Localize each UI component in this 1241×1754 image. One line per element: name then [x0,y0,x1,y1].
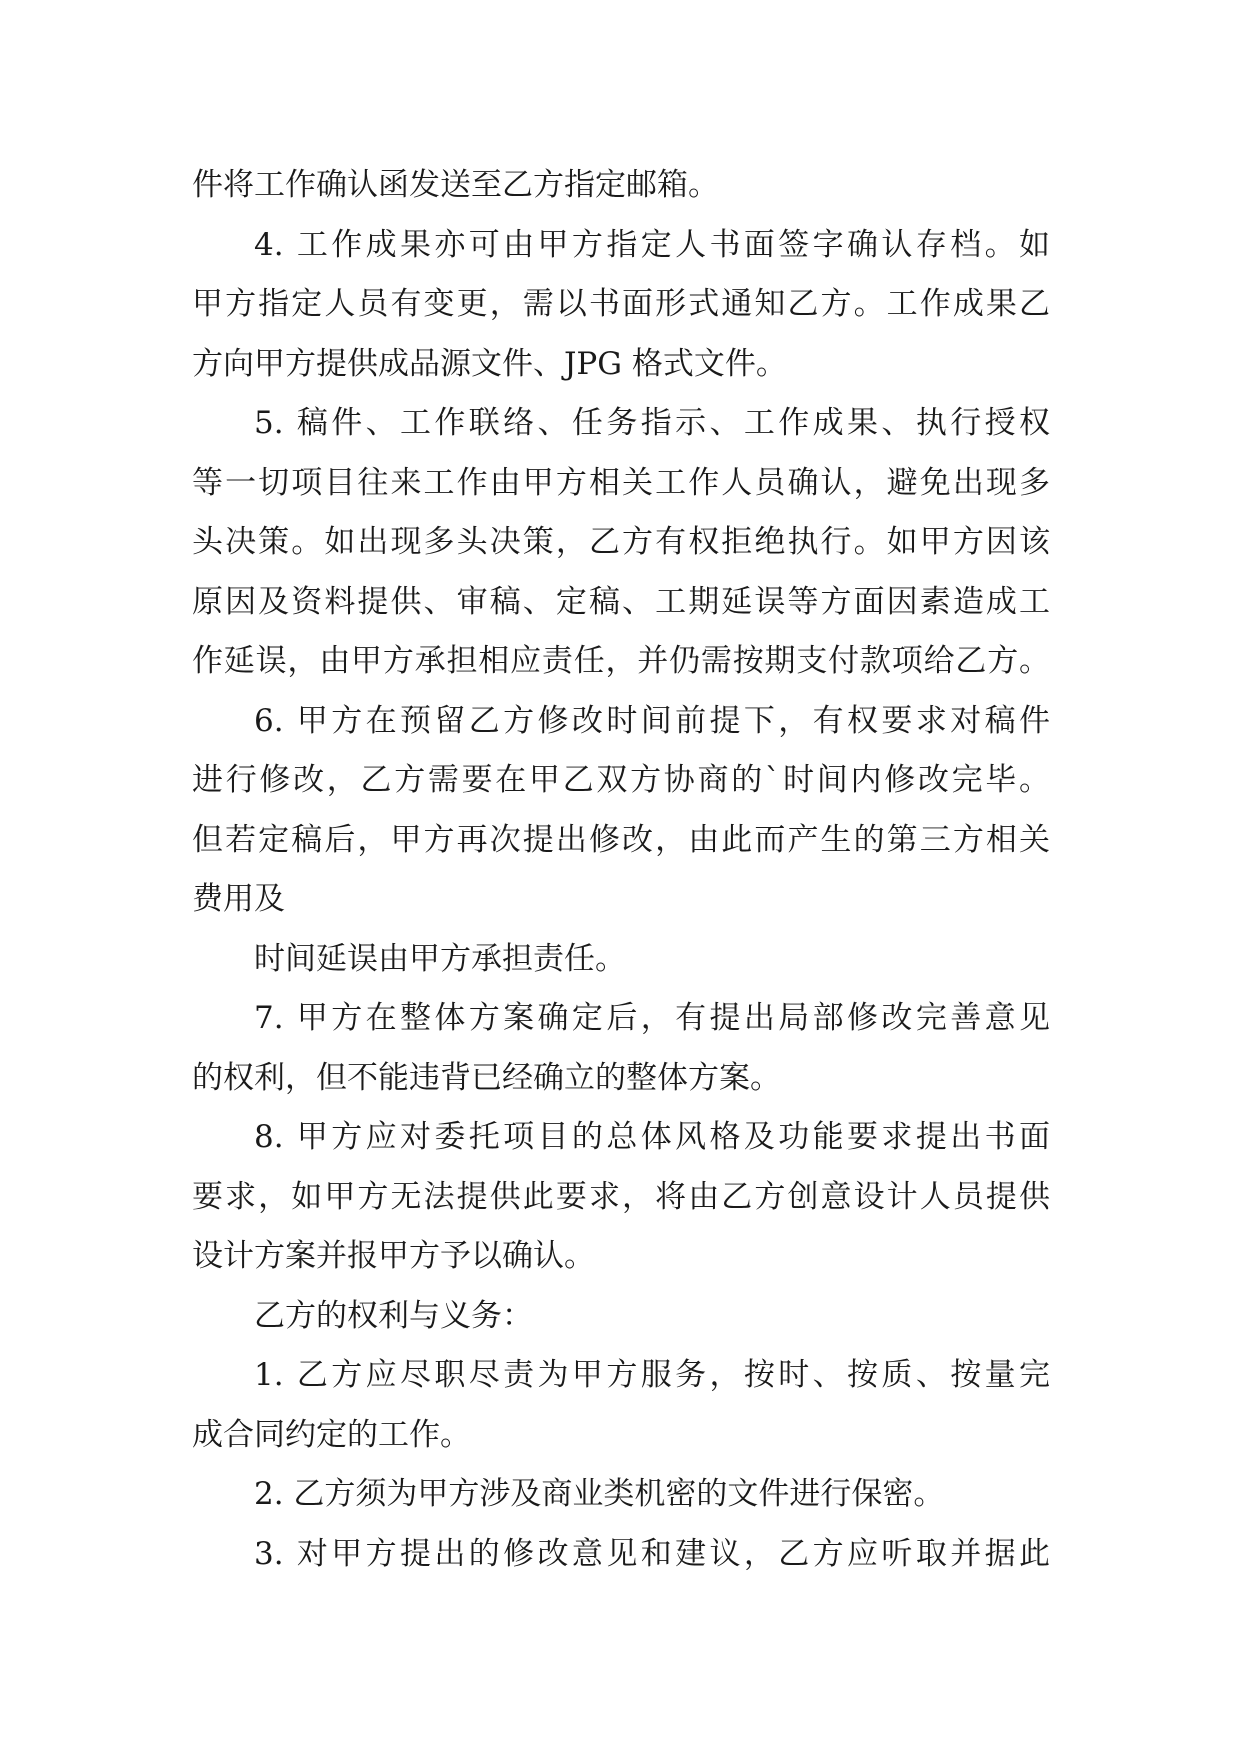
text-line: 7. 甲方在整体方案确定后，有提出局部修改完善意见 [254,1000,1050,1036]
text-line: 4. 工作成果亦可由甲方指定人书面签字确认存档。如 [254,226,1050,263]
text-line: 等一切项目往来工作由甲方相关工作人员确认，避免出现多 [192,464,1050,501]
text-line: 时间延误由甲方承担责任。 [254,940,626,977]
text-line: 头决策。如出现多头决策，乙方有权拒绝执行。如甲方因该 [192,524,1050,560]
text-line: 但若定稿后，甲方再次提出修改，由此而产生的第三方相关 [192,821,1050,858]
text-line: 甲方指定人员有变更，需以书面形式通知乙方。工作成果乙 [192,286,1050,322]
text-line: 作延误，由甲方承担相应责任，并仍需按期支付款项给乙方。 [192,643,1050,679]
text-line: 成合同约定的工作。 [192,1416,471,1453]
text-line: 件将工作确认函发送至乙方指定邮箱。 [192,167,719,203]
text-line: 进行修改，乙方需要在甲乙双方协商的`时间内修改完毕。 [192,762,1050,798]
text-line: 设计方案并报甲方予以确认。 [192,1238,595,1274]
text-line: 8. 甲方应对委托项目的总体风格及功能要求提出书面 [254,1119,1050,1155]
text-line: 方向甲方提供成品源文件、JPG 格式文件。 [192,345,787,382]
text-line: 的权利，但不能违背已经确立的整体方案。 [192,1059,781,1096]
text-line: 6. 甲方在预留乙方修改时间前提下，有权要求对稿件 [254,702,1050,739]
section-heading: 乙方的权利与义务： [254,1297,533,1334]
text-line: 费用及 [192,881,285,917]
text-line: 3. 对甲方提出的修改意见和建议，乙方应听取并据此 [254,1535,1050,1572]
text-line: 1. 乙方应尽职尽责为甲方服务，按时、按质、按量完 [254,1357,1050,1393]
text-line: 2. 乙方须为甲方涉及商业类机密的文件进行保密。 [254,1476,945,1512]
text-line: 5. 稿件、工作联络、任务指示、工作成果、执行授权 [254,405,1050,441]
contract-body-text [192,156,1050,1584]
text-line: 原因及资料提供、审稿、定稿、工期延误等方面因素造成工 [192,583,1050,620]
text-line: 要求，如甲方无法提供此要求，将由乙方创意设计人员提供 [192,1178,1050,1215]
